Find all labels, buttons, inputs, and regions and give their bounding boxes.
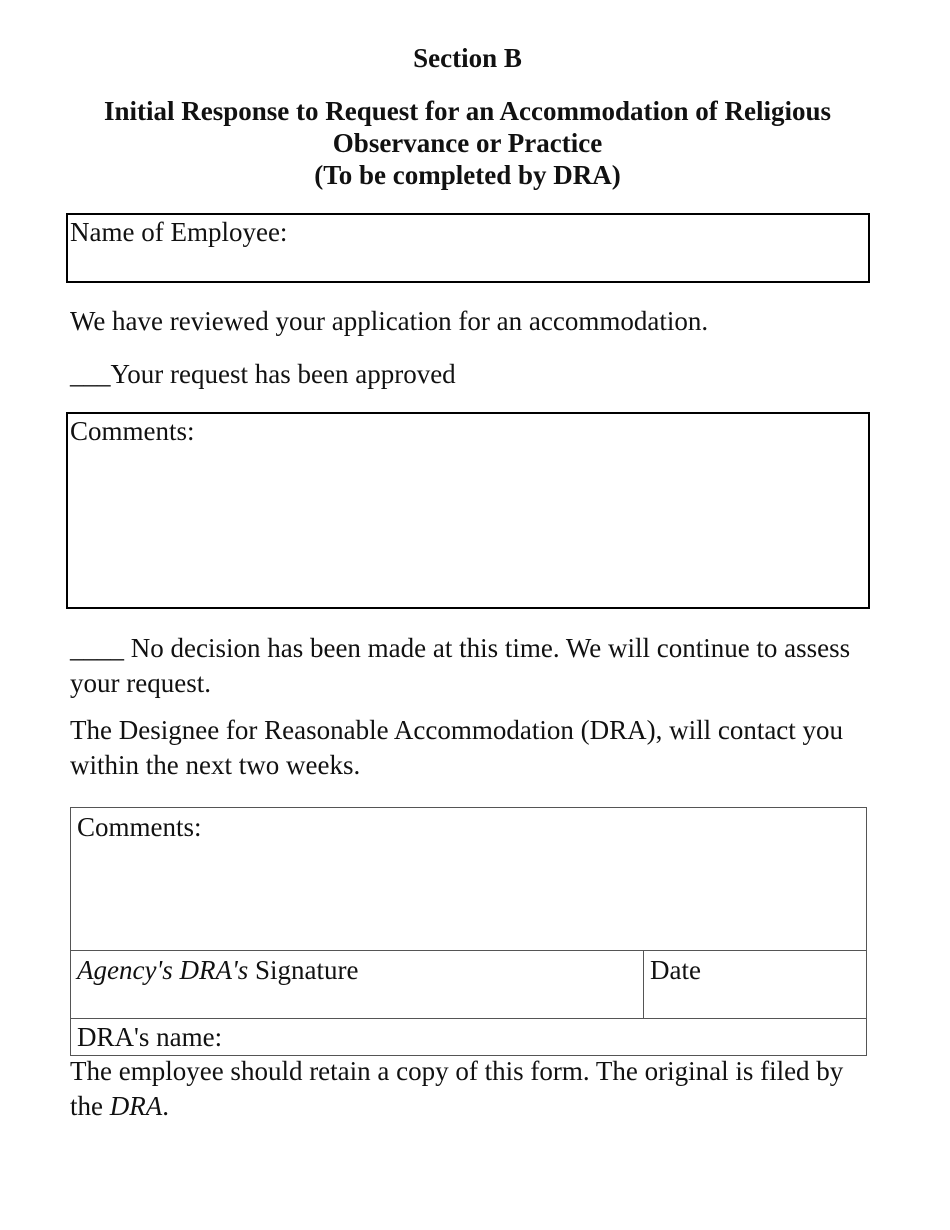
signature-label: Signature — [248, 955, 359, 985]
dra-contact-statement: The Designee for Reasonable Accommodation (DRA), will contact you within the next two weeks. — [70, 715, 844, 780]
date-label: Date — [650, 955, 701, 985]
employee-name-label: Name of Employee: — [70, 217, 288, 247]
approved-option — [70, 357, 870, 392]
section-title: Section B — [413, 43, 522, 73]
comments-label-approved: Comments: — [70, 416, 195, 446]
no-decision-checkbox-blank[interactable]: ____ — [70, 633, 124, 663]
footer-note-text: The employee should retain a copy of this form. The original is filed by the — [70, 1056, 844, 1121]
footer-note-end: . — [162, 1091, 169, 1121]
dra-name-field[interactable] — [71, 1019, 867, 1056]
approved-option-text: Your request has been approved — [110, 359, 456, 389]
form-title-line-1: Initial Response to Request for an Accommodation of Religious — [103, 96, 831, 126]
no-decision-option-text: No decision has been made at this time. We will continue to assess your request. — [70, 633, 851, 698]
no-decision-option — [70, 631, 860, 701]
form-title-line-2: Observance or Practice — [332, 128, 603, 158]
comments-field-dra[interactable] — [71, 808, 867, 951]
footer-note-dra: DRA — [109, 1091, 163, 1121]
employee-name-field[interactable] — [66, 213, 870, 283]
date-field[interactable] — [644, 951, 867, 1019]
dra-name-label: DRA's name: — [77, 1022, 223, 1052]
approved-checkbox-blank[interactable]: ___ — [70, 359, 111, 389]
footer-note — [70, 1054, 860, 1124]
form-title-line-3: (To be completed by DRA) — [314, 160, 621, 190]
signature-label-italic: Agency's DRA's — [77, 955, 249, 985]
comments-label-dra: Comments: — [77, 812, 202, 842]
comments-field-approved[interactable] — [66, 412, 870, 609]
signature-field[interactable] — [71, 951, 644, 1019]
review-statement: We have reviewed your application for an accommodation. — [70, 306, 709, 336]
signature-table — [70, 807, 867, 1056]
form-title — [40, 95, 895, 191]
